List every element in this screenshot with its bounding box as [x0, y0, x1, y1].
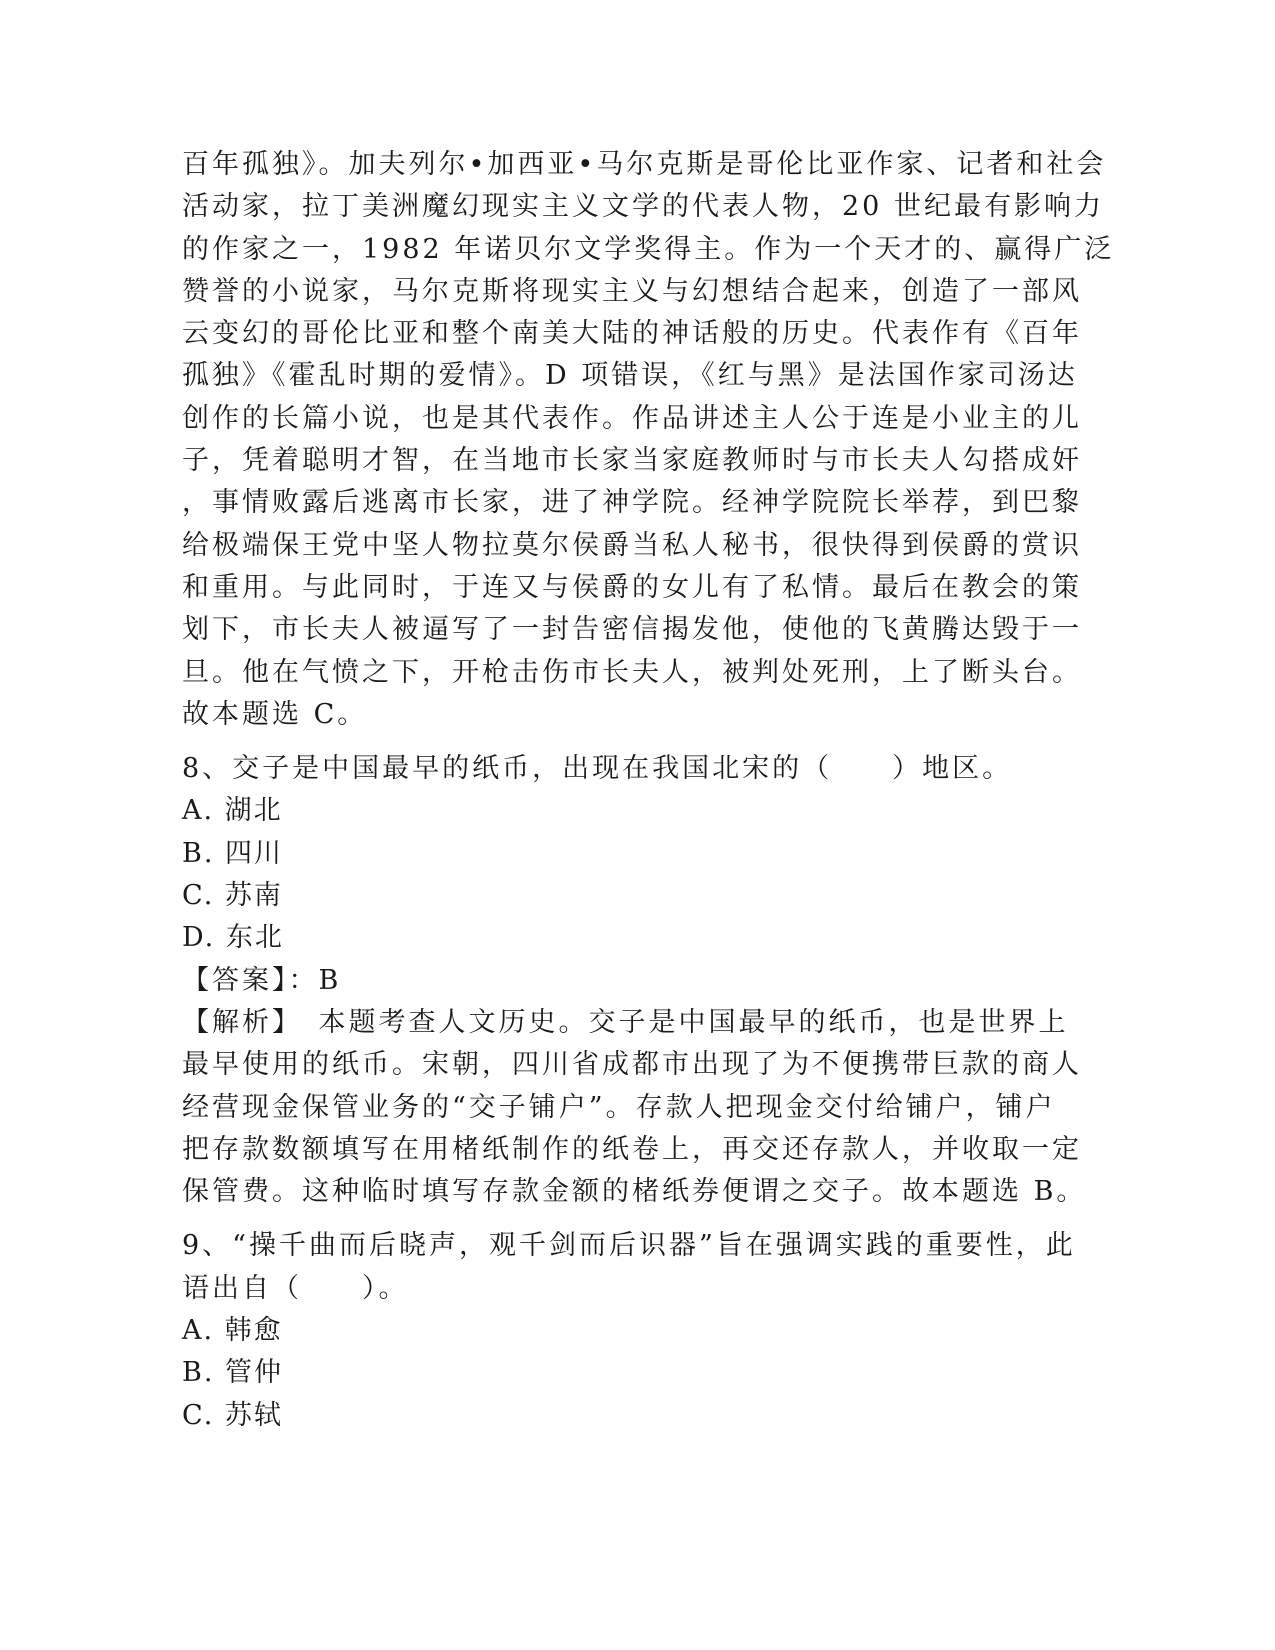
- question-9: [182, 1225, 1076, 1436]
- text-line: ，事情败露后逃离市长家，进了神学院。经神学院院长举荐，到巴黎: [182, 487, 1082, 519]
- text-line: 子，凭着聪明才智，在当地市长家当家庭教师时与市长夫人勾搭成奸: [182, 445, 1082, 477]
- option-a: A. 韩愈: [182, 1315, 283, 1347]
- option-list: [182, 1310, 1042, 1437]
- option-b: B. 四川: [182, 837, 284, 869]
- spacer: [182, 736, 1042, 748]
- question-8: [182, 748, 1087, 1213]
- text-line: 经营现金保管业务的“交子铺户”。存款人把现金交付给铺户，铺户: [182, 1091, 1056, 1123]
- text-line: 活动家，拉丁美洲魔幻现实主义文学的代表人物，20 世纪最有影响力: [182, 191, 1104, 223]
- previous-explanation: [182, 144, 1115, 736]
- text-line: 的作家之一，1982 年诺贝尔文学奖得主。作为一个天才的、赢得广泛: [182, 233, 1115, 265]
- text-line: 最早使用的纸币。宋朝，四川省成都市出现了为不便携带巨款的商人: [182, 1049, 1082, 1081]
- option-c: C. 苏轼: [182, 1399, 283, 1431]
- spacer: [182, 1213, 1042, 1225]
- text-line: 【解析】 本题考查人文历史。交子是中国最早的纸币，也是世界上: [182, 1006, 1069, 1038]
- text-line: 划下，市长夫人被逼写了一封告密信揭发他，使他的飞黄腾达毁于一: [182, 614, 1082, 646]
- document-page: [182, 144, 1115, 1437]
- text-line: 把存款数额填写在用楮纸制作的纸卷上，再交还存款人，并收取一定: [182, 1133, 1082, 1165]
- option-b: B. 管仲: [182, 1357, 284, 1389]
- option-a: A. 湖北: [182, 795, 283, 827]
- text-line: 创作的长篇小说，也是其代表作。作品讲述主人公于连是小业主的儿: [182, 402, 1082, 434]
- text-line: 云变幻的哥伦比亚和整个南美大陆的神话般的历史。代表作有《百年: [182, 318, 1082, 350]
- text-line: 百年孤独》。加夫列尔•加西亚•马尔克斯是哥伦比亚作家、记者和社会: [182, 149, 1107, 180]
- text-line: 保管费。这种临时填写存款金额的楮纸券便谓之交子。故本题选 B。: [182, 1176, 1087, 1208]
- text-line: 旦。他在气愤之下，开枪击伤市长夫人，被判处死刑，上了断头台。: [182, 656, 1082, 688]
- option-c: C. 苏南: [182, 880, 283, 912]
- question-text: 语出自（ ）。: [182, 1272, 409, 1304]
- option-d: D. 东北: [182, 922, 284, 954]
- text-line: 孤独》《霍乱时期的爱情》。D 项错误，《红与黑》是法国作家司汤达: [182, 360, 1078, 392]
- question-text: 9、“操千曲而后晓声，观千剑而后识器”旨在强调实践的重要性，此: [182, 1230, 1076, 1262]
- option-list: [182, 790, 1042, 959]
- explanation: [182, 1002, 1087, 1213]
- question-text: 8、交子是中国最早的纸币，出现在我国北宋的（ ）地区。: [182, 753, 1013, 785]
- answer-line: 【答案】：B: [182, 964, 342, 996]
- text-line: 故本题选 C。: [182, 698, 368, 730]
- text-line: 给极端保王党中坚人物拉莫尔侯爵当私人秘书，很快得到侯爵的赏识: [182, 529, 1082, 561]
- text-line: 和重用。与此同时，于连又与侯爵的女儿有了私情。最后在教会的策: [182, 571, 1082, 603]
- text-line: 赞誉的小说家，马尔克斯将现实主义与幻想结合起来，创造了一部风: [182, 275, 1082, 307]
